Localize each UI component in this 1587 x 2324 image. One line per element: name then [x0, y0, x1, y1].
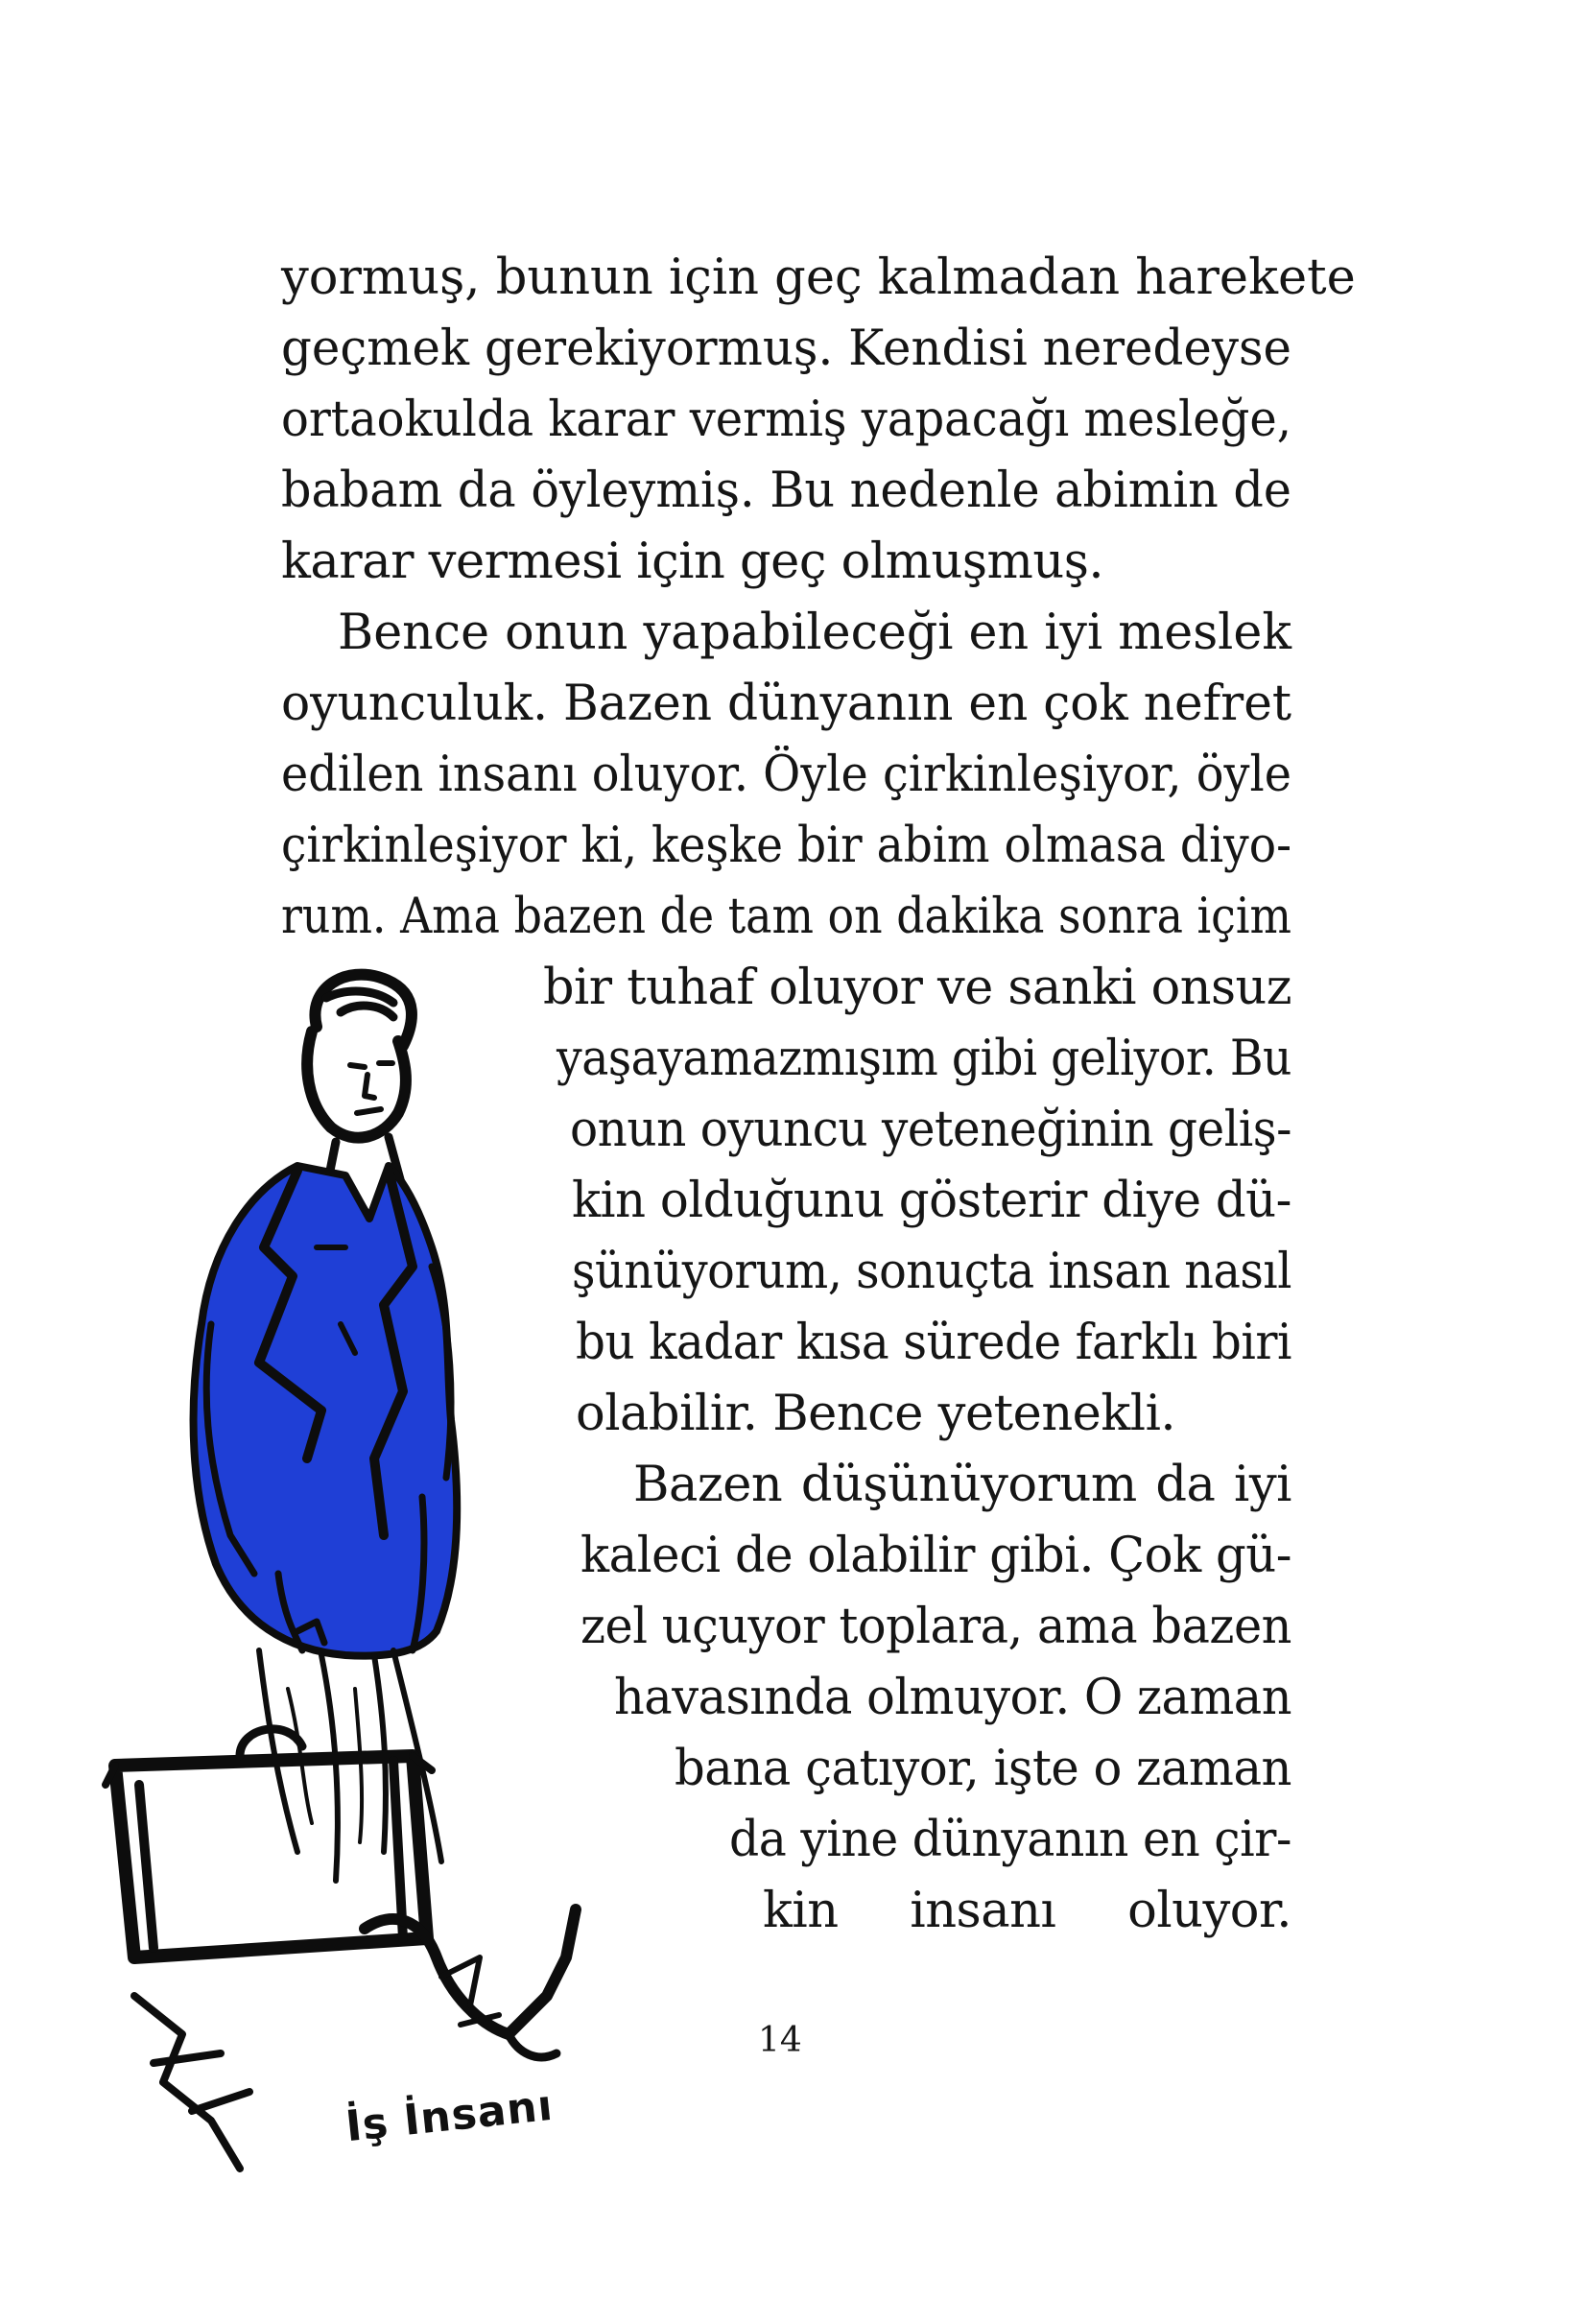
- text-line: da yine dünyanın en çir-: [729, 1812, 1291, 1868]
- text-line: şünüyorum, sonuçta insan nasıl: [572, 1244, 1291, 1300]
- shoe-sketch: [365, 1909, 576, 2034]
- text-line: ortaokulda karar vermiş yapacağı mesleğe,: [281, 391, 1291, 448]
- text-line: geçmek gerekiyormuş. Kendisi neredeyse: [281, 320, 1291, 377]
- text-line: onun oyuncu yeteneğinin geliş-: [570, 1102, 1291, 1158]
- text-line: karar vermesi için geç olmuşmuş.: [281, 534, 1104, 590]
- text-line: kin insanı oluyor.: [763, 1883, 1291, 1939]
- illustration-caption: İş İnsanı: [343, 2080, 556, 2152]
- text-line: çirkinleşiyor ki, keşke bir abim olmasa diyo-: [281, 818, 1291, 874]
- text-line: babam da öyleymiş. Bu nedenle abimin de: [281, 462, 1291, 519]
- text-line: olabilir. Bence yetenekli.: [576, 1386, 1176, 1442]
- text-line: bu kadar kısa sürede farklı biri: [576, 1315, 1291, 1371]
- text-line: edilen insanı oluyor. Öyle çirkinleşiyor, öyle: [281, 747, 1291, 803]
- text-line: havasında olmuyor. O zaman: [614, 1670, 1291, 1726]
- page-number: 14: [758, 2021, 802, 2060]
- text-line: Bazen düşünüyorum da iyi: [633, 1457, 1291, 1513]
- text-line: Bence onun yapabileceği en iyi meslek: [338, 605, 1291, 661]
- text-line: bana çatıyor, işte o zaman: [675, 1741, 1291, 1797]
- ground-scribble: [134, 1996, 249, 2169]
- text-line: yaşayamazmışım gibi geliyor. Bu: [557, 1031, 1291, 1087]
- text-line: bir tuhaf oluyor ve sanki onsuz: [543, 960, 1291, 1016]
- text-line: kaleci de olabilir gibi. Çok gü-: [580, 1528, 1291, 1584]
- text-line: oyunculuk. Bazen dünyanın en çok nefret: [281, 676, 1291, 732]
- text-line: rum. Ama bazen de tam on dakika sonra içim: [281, 889, 1291, 945]
- text-line: kin olduğunu gösterir diye dü-: [572, 1173, 1291, 1229]
- man-with-suitcase-illustration: [96, 960, 748, 2207]
- text-line: yormuş, bunun için geç kalmadan harekete: [281, 249, 1356, 306]
- text-line: zel uçuyor toplara, ama bazen: [580, 1599, 1291, 1655]
